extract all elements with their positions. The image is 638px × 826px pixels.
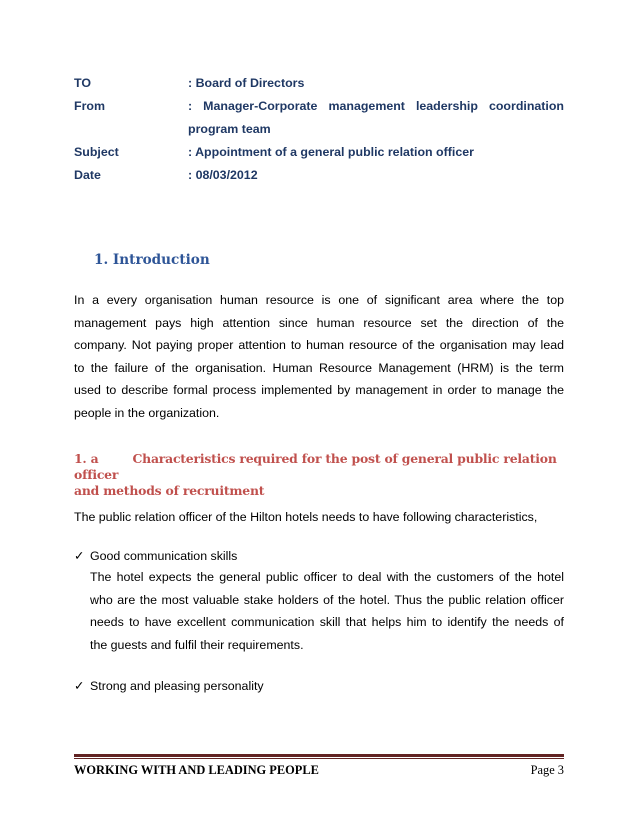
paragraph-line: In a every organisation human resource is one of significant area where the top: [74, 293, 564, 307]
from-label: From: [74, 99, 105, 113]
bullet-item: [74, 546, 237, 566]
memo-header: [74, 72, 564, 187]
introduction-heading: 1. Introduction: [94, 252, 210, 268]
memo-subject-row: [74, 141, 564, 164]
subject-label: Subject: [74, 145, 119, 159]
bullet-body: [90, 566, 564, 656]
section-number: 1. a: [74, 451, 99, 466]
bullet-item: [74, 676, 264, 696]
bullet-title: Good communication skills: [90, 549, 238, 563]
bullet-title: Strong and pleasing personality: [90, 679, 264, 693]
to-label: TO: [74, 76, 91, 90]
date-label: Date: [74, 168, 101, 182]
from-value: : Manager-Corporate management leadership coordination: [188, 99, 564, 113]
section-1a-heading: [74, 451, 564, 499]
checkmark-icon: ✓: [74, 549, 85, 563]
footer-title: WORKING WITH AND LEADING PEOPLE: [74, 763, 319, 777]
to-value: : Board of Directors: [188, 76, 305, 90]
page-footer: [74, 754, 564, 778]
bullet-body-line: needs to have excellent communication skill that helps him to identify the needs of: [90, 615, 564, 629]
paragraph-line: management pays high attention since human resource set the direction of the: [74, 315, 564, 330]
bullet-body-line: The hotel expects the general public officer to deal with the customers of the hotel: [90, 570, 564, 584]
paragraph-line: company. Not paying proper attention to human resource of the organisation may lead: [74, 338, 564, 352]
memo-from-row: [74, 95, 564, 118]
memo-to-row: [74, 72, 564, 95]
footer-rule-thin: [74, 758, 564, 759]
subject-value: : Appointment of a general public relation officer: [188, 145, 474, 159]
section-heading-line1: Characteristics required for the post of general public relation officer: [74, 451, 557, 482]
page-number: Page 3: [530, 763, 564, 777]
date-value: : 08/03/2012: [188, 168, 258, 182]
section-intro-text: The public relation officer of the Hilton hotels needs to have following characteristics,: [74, 510, 538, 524]
section-intro: [74, 506, 564, 529]
paragraph-line: people in the organization.: [74, 405, 220, 420]
memo-date-row: [74, 164, 564, 187]
section-heading-line2: and methods of recruitment: [74, 483, 265, 498]
footer-rule: [74, 754, 564, 757]
bullet-body-line: the guests and fulfil their requirements.: [90, 637, 304, 652]
from-value-continuation: program team: [188, 122, 271, 136]
paragraph-line: to the failure of the organisation. Human Resource Management (HRM) is the term: [74, 360, 564, 375]
checkmark-icon: ✓: [74, 679, 85, 693]
bullet-body-line: who are the most valuable stake holders of the hotel. Thus the public relation officer: [90, 592, 564, 607]
introduction-paragraph: [74, 289, 564, 424]
paragraph-line: used to describe formal process implemented by management in order to manage the: [74, 383, 564, 397]
